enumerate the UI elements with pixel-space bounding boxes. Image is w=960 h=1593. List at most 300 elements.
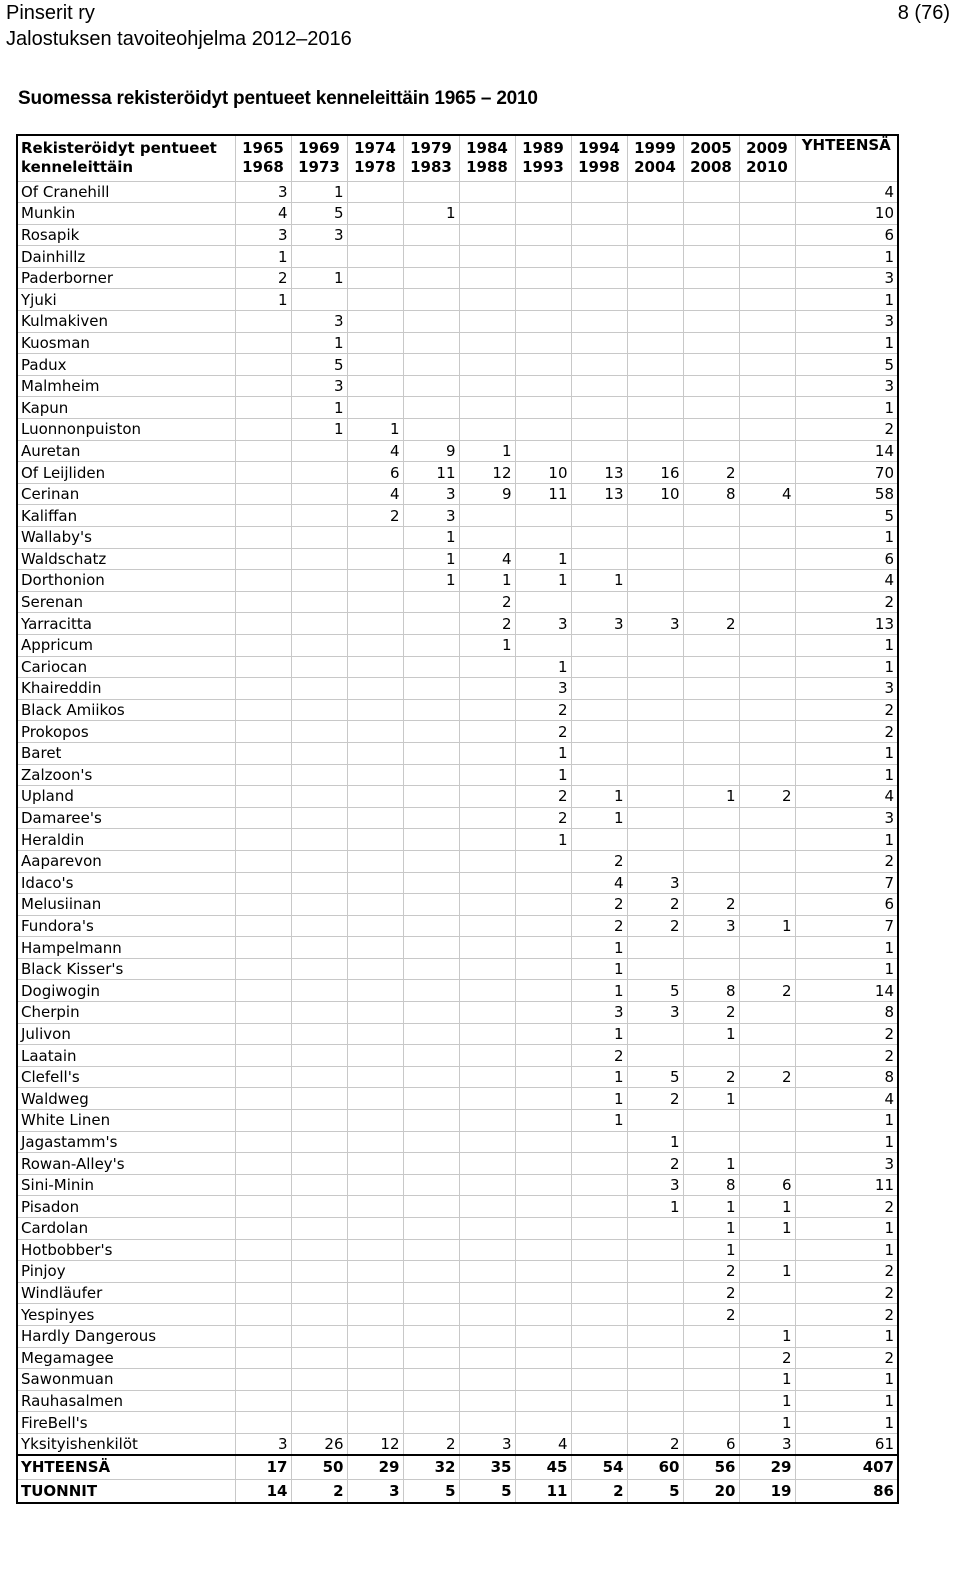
row-total-cell: 2 [795, 1261, 898, 1283]
period-column-header [291, 135, 347, 181]
litter-count-cell [683, 419, 739, 441]
litter-count-cell [347, 246, 403, 268]
table-row [17, 462, 898, 484]
litter-count-cell [347, 1390, 403, 1412]
litter-count-cell [739, 1282, 795, 1304]
litter-count-cell [515, 1347, 571, 1369]
litter-count-cell: 1 [739, 1390, 795, 1412]
litter-count-cell [627, 289, 683, 311]
litter-count-cell [403, 656, 459, 678]
litter-count-cell: 1 [571, 1110, 627, 1132]
litter-count-cell [571, 678, 627, 700]
kennel-name-cell: Yespinyes [17, 1304, 235, 1326]
kennel-name-cell: Wallaby's [17, 527, 235, 549]
row-total-cell: 13 [795, 613, 898, 635]
litter-count-cell [571, 527, 627, 549]
litter-count-cell [739, 181, 795, 203]
litter-count-cell [347, 1412, 403, 1434]
table-row [17, 1325, 898, 1347]
litter-count-cell [291, 1066, 347, 1088]
litter-count-cell [459, 1110, 515, 1132]
litter-count-cell: 1 [291, 181, 347, 203]
litter-count-cell [235, 570, 291, 592]
row-total-cell: 1 [795, 1390, 898, 1412]
kennel-name-cell: Fundora's [17, 915, 235, 937]
litter-count-cell: 3 [515, 678, 571, 700]
litter-count-cell: 5 [291, 354, 347, 376]
litter-count-cell [683, 527, 739, 549]
litter-count-cell: 8 [683, 483, 739, 505]
kennel-name-cell: TUONNIT [17, 1479, 235, 1503]
litter-count-cell [347, 850, 403, 872]
row-total-cell: 1 [795, 937, 898, 959]
table-row [17, 1218, 898, 1240]
table-row [17, 354, 898, 376]
row-total-cell: 2 [795, 1023, 898, 1045]
litter-count-cell [403, 1045, 459, 1067]
litter-count-cell [347, 915, 403, 937]
litter-count-cell [347, 958, 403, 980]
period-end-year: 1993 [522, 158, 564, 177]
litter-count-cell: 3 [459, 1433, 515, 1455]
litter-count-cell [571, 1325, 627, 1347]
litter-count-cell [571, 1282, 627, 1304]
litter-count-cell [515, 915, 571, 937]
litter-count-cell [627, 656, 683, 678]
litter-count-cell [515, 634, 571, 656]
row-total-cell: 1 [795, 1369, 898, 1391]
litter-count-cell [291, 1347, 347, 1369]
row-total-cell: 58 [795, 483, 898, 505]
litter-count-cell: 2 [627, 1153, 683, 1175]
litter-count-cell [739, 850, 795, 872]
litter-count-cell [403, 915, 459, 937]
row-total-cell: 2 [795, 1045, 898, 1067]
litter-count-cell [347, 1304, 403, 1326]
row-total-cell: 1 [795, 332, 898, 354]
litter-count-cell: 10 [627, 483, 683, 505]
litter-count-cell: 29 [739, 1455, 795, 1479]
litter-count-cell: 3 [571, 1002, 627, 1024]
period-column-header [235, 135, 291, 181]
litter-count-cell [235, 937, 291, 959]
litter-count-cell: 3 [515, 613, 571, 635]
litter-count-cell [515, 354, 571, 376]
litter-count-cell [515, 1325, 571, 1347]
litter-count-cell [459, 1304, 515, 1326]
period-start-year: 1969 [298, 139, 340, 158]
litter-count-cell [291, 1045, 347, 1067]
kennel-name-cell: Cherpin [17, 1002, 235, 1024]
row-total-cell: 3 [795, 807, 898, 829]
litter-count-cell [515, 980, 571, 1002]
litter-count-cell [515, 267, 571, 289]
row-total-cell: 3 [795, 678, 898, 700]
litter-count-cell [403, 937, 459, 959]
period-start-year: 1974 [354, 139, 396, 158]
kennel-name-cell: Yksityishenkilöt [17, 1433, 235, 1455]
litter-count-cell: 5 [627, 1066, 683, 1088]
litter-count-cell [403, 1390, 459, 1412]
litter-count-cell: 50 [291, 1455, 347, 1479]
litter-count-cell [683, 829, 739, 851]
kennel-name-cell: Yarracitta [17, 613, 235, 635]
litter-count-cell [571, 354, 627, 376]
litter-count-cell: 17 [235, 1455, 291, 1479]
litter-count-cell [291, 1304, 347, 1326]
litter-count-cell [627, 634, 683, 656]
litter-count-cell [627, 764, 683, 786]
table-row [17, 656, 898, 678]
litter-count-cell [683, 332, 739, 354]
litter-count-cell [235, 1261, 291, 1283]
litter-count-cell [403, 850, 459, 872]
table-row [17, 980, 898, 1002]
table-row [17, 1369, 898, 1391]
litter-count-cell [683, 203, 739, 225]
litter-count-cell: 2 [739, 1347, 795, 1369]
kennel-name-cell: Clefell's [17, 1066, 235, 1088]
litter-count-cell [291, 1282, 347, 1304]
litter-count-cell: 2 [627, 894, 683, 916]
litter-count-cell [515, 397, 571, 419]
litter-count-cell [347, 1066, 403, 1088]
kennel-name-cell: Malmheim [17, 375, 235, 397]
litter-count-cell: 2 [739, 1066, 795, 1088]
litter-count-cell: 3 [683, 915, 739, 937]
table-row [17, 1347, 898, 1369]
litter-count-cell [515, 1369, 571, 1391]
litter-count-cell [347, 678, 403, 700]
litter-count-cell: 3 [235, 1433, 291, 1455]
kennel-name-cell: Hampelmann [17, 937, 235, 959]
table-row [17, 634, 898, 656]
row-total-cell: 4 [795, 1088, 898, 1110]
litter-count-cell [459, 1261, 515, 1283]
litter-count-cell [235, 613, 291, 635]
period-end-year: 1983 [410, 158, 452, 177]
litter-count-cell: 2 [571, 1045, 627, 1067]
litter-count-cell [515, 181, 571, 203]
litter-count-cell [627, 1412, 683, 1434]
table-row [17, 1131, 898, 1153]
kennel-name-cell: Auretan [17, 440, 235, 462]
row-total-cell: 7 [795, 915, 898, 937]
litter-count-cell [403, 1196, 459, 1218]
table-row [17, 505, 898, 527]
kennel-name-cell: Pisadon [17, 1196, 235, 1218]
litter-count-cell [347, 527, 403, 549]
litter-count-cell [627, 548, 683, 570]
litter-count-cell [571, 829, 627, 851]
litter-count-cell: 3 [403, 505, 459, 527]
litter-count-cell [235, 915, 291, 937]
litter-count-cell: 13 [571, 483, 627, 505]
litter-count-cell [403, 699, 459, 721]
row-total-cell: 2 [795, 1347, 898, 1369]
litter-count-cell: 1 [683, 1088, 739, 1110]
litter-count-cell [627, 181, 683, 203]
litter-count-cell [347, 1282, 403, 1304]
row-total-cell: 1 [795, 829, 898, 851]
litter-count-cell [739, 203, 795, 225]
row-total-cell: 1 [795, 246, 898, 268]
litter-count-cell [291, 1261, 347, 1283]
litter-count-cell [571, 267, 627, 289]
litter-count-cell [403, 980, 459, 1002]
litter-count-cell: 1 [627, 1196, 683, 1218]
period-column-header [347, 135, 403, 181]
litter-count-cell: 6 [739, 1174, 795, 1196]
litter-count-cell [235, 699, 291, 721]
kennel-name-cell: Hotbobber's [17, 1239, 235, 1261]
litter-count-cell [515, 1131, 571, 1153]
kennel-name-cell: Kaliffan [17, 505, 235, 527]
litter-count-cell: 9 [403, 440, 459, 462]
litter-count-cell [291, 850, 347, 872]
litter-count-cell [683, 181, 739, 203]
litter-count-cell: 16 [627, 462, 683, 484]
litter-count-cell [235, 807, 291, 829]
litter-count-cell: 1 [571, 786, 627, 808]
litter-count-cell: 56 [683, 1455, 739, 1479]
litter-count-cell [403, 1002, 459, 1024]
litter-count-cell [571, 1347, 627, 1369]
table-row [17, 872, 898, 894]
litter-count-cell [627, 937, 683, 959]
litter-count-cell [291, 1002, 347, 1024]
litter-count-cell [739, 1088, 795, 1110]
litter-count-cell [515, 591, 571, 613]
litter-count-cell [347, 786, 403, 808]
litter-count-cell: 1 [515, 548, 571, 570]
litter-count-cell: 4 [459, 548, 515, 570]
period-start-year: 2005 [690, 139, 732, 158]
litter-count-cell [235, 829, 291, 851]
kennel-name-cell: Padux [17, 354, 235, 376]
kennel-name-cell: Black Amiikos [17, 699, 235, 721]
period-end-year: 1968 [242, 158, 284, 177]
litter-count-cell [627, 1325, 683, 1347]
table-row [17, 548, 898, 570]
litter-count-cell [459, 203, 515, 225]
litter-count-cell: 3 [235, 224, 291, 246]
table-row [17, 332, 898, 354]
litter-count-cell [683, 1045, 739, 1067]
litter-count-cell: 1 [515, 742, 571, 764]
litter-count-cell [683, 634, 739, 656]
litter-count-cell [739, 894, 795, 916]
litter-count-cell [403, 872, 459, 894]
litter-count-cell: 1 [459, 570, 515, 592]
litter-count-cell [459, 1023, 515, 1045]
litter-count-cell [347, 894, 403, 916]
litter-count-cell [571, 699, 627, 721]
litter-count-cell [683, 1325, 739, 1347]
litter-count-cell [459, 224, 515, 246]
litter-count-cell [347, 699, 403, 721]
kennel-litters-table [16, 134, 899, 1504]
litter-count-cell: 1 [571, 807, 627, 829]
kennel-name-cell: Baret [17, 742, 235, 764]
litter-count-cell [347, 937, 403, 959]
litter-count-cell: 9 [459, 483, 515, 505]
litter-count-cell [235, 397, 291, 419]
kennel-name-cell: Serenan [17, 591, 235, 613]
litter-count-cell [739, 224, 795, 246]
litter-count-cell [515, 1174, 571, 1196]
litter-count-cell [739, 246, 795, 268]
litter-count-cell [235, 505, 291, 527]
period-start-year: 1984 [466, 139, 508, 158]
row-total-cell: 1 [795, 764, 898, 786]
row-total-cell: 4 [795, 786, 898, 808]
litter-count-cell [291, 289, 347, 311]
litter-count-cell: 3 [291, 375, 347, 397]
table-row [17, 721, 898, 743]
litter-count-cell [235, 764, 291, 786]
litter-count-cell: 5 [627, 1479, 683, 1503]
litter-count-cell [739, 462, 795, 484]
kennel-name-cell: Megamagee [17, 1347, 235, 1369]
period-end-year: 1973 [298, 158, 340, 177]
table-row [17, 937, 898, 959]
litter-count-cell [235, 548, 291, 570]
litter-count-cell [683, 1347, 739, 1369]
row-total-cell: 70 [795, 462, 898, 484]
litter-count-cell [627, 397, 683, 419]
litter-count-cell [571, 1131, 627, 1153]
litter-count-cell [403, 1282, 459, 1304]
litter-count-cell [683, 1412, 739, 1434]
table-row [17, 1412, 898, 1434]
litter-count-cell [571, 1218, 627, 1240]
litter-count-cell: 2 [627, 1088, 683, 1110]
litter-count-cell [459, 246, 515, 268]
kennel-name-cell: Cardolan [17, 1218, 235, 1240]
litter-count-cell: 1 [683, 1196, 739, 1218]
litter-count-cell [347, 289, 403, 311]
litter-count-cell: 1 [403, 570, 459, 592]
litter-count-cell [235, 1174, 291, 1196]
litter-count-cell: 2 [347, 505, 403, 527]
litter-count-cell [739, 267, 795, 289]
litter-count-cell [235, 527, 291, 549]
period-column-header [627, 135, 683, 181]
litter-count-cell [683, 1369, 739, 1391]
litter-count-cell [627, 1110, 683, 1132]
litter-count-cell [347, 656, 403, 678]
litter-count-cell [291, 483, 347, 505]
litter-count-cell: 1 [683, 1023, 739, 1045]
litter-count-cell [459, 1390, 515, 1412]
litter-count-cell [571, 591, 627, 613]
litter-count-cell: 3 [627, 872, 683, 894]
row-total-cell: 5 [795, 354, 898, 376]
table-row [17, 678, 898, 700]
litter-count-cell [571, 224, 627, 246]
table-row [17, 289, 898, 311]
row-total-cell: 5 [795, 505, 898, 527]
litter-count-cell [235, 1304, 291, 1326]
kennel-name-cell: Laatain [17, 1045, 235, 1067]
litter-count-cell: 1 [515, 570, 571, 592]
kennel-name-cell: Hardly Dangerous [17, 1325, 235, 1347]
litter-count-cell [235, 354, 291, 376]
litter-count-cell [739, 375, 795, 397]
page-number: 8 (76) [897, 2, 950, 24]
kennel-name-cell: Paderborner [17, 267, 235, 289]
litter-count-cell [627, 699, 683, 721]
kennel-name-cell: Munkin [17, 203, 235, 225]
litter-count-cell [683, 742, 739, 764]
litter-count-cell: 3 [235, 181, 291, 203]
litter-count-cell [627, 1369, 683, 1391]
litter-count-cell [403, 786, 459, 808]
litter-count-cell [291, 1218, 347, 1240]
litter-count-cell [347, 203, 403, 225]
kennel-name-cell: FireBell's [17, 1412, 235, 1434]
litter-count-cell [291, 1023, 347, 1045]
litter-count-cell [459, 721, 515, 743]
litter-count-cell [739, 332, 795, 354]
litter-count-cell [347, 1045, 403, 1067]
period-start-year: 1979 [410, 139, 452, 158]
kennel-name-cell: Kapun [17, 397, 235, 419]
table-row [17, 1153, 898, 1175]
litter-count-cell [739, 1239, 795, 1261]
litter-count-cell: 1 [403, 548, 459, 570]
row-total-cell: 14 [795, 980, 898, 1002]
litter-count-cell: 3 [627, 1174, 683, 1196]
period-start-year: 1999 [634, 139, 676, 158]
litter-count-cell [235, 656, 291, 678]
litter-count-cell [515, 505, 571, 527]
litter-count-cell: 4 [515, 1433, 571, 1455]
kennel-name-cell: Waldweg [17, 1088, 235, 1110]
litter-count-cell [403, 764, 459, 786]
litter-count-cell [515, 375, 571, 397]
row-total-cell: 3 [795, 267, 898, 289]
kennel-name-cell: Of Leijliden [17, 462, 235, 484]
period-end-year: 2004 [634, 158, 676, 177]
period-column-header [459, 135, 515, 181]
litter-count-cell: 2 [683, 1261, 739, 1283]
litter-count-cell [571, 1174, 627, 1196]
table-header-row [17, 135, 898, 181]
litter-count-cell [291, 1153, 347, 1175]
kennel-name-cell: Aaparevon [17, 850, 235, 872]
table-row [17, 483, 898, 505]
litter-count-cell: 2 [683, 1282, 739, 1304]
litter-count-cell [403, 224, 459, 246]
row-total-cell: 1 [795, 1412, 898, 1434]
litter-count-cell [571, 742, 627, 764]
litter-count-cell [683, 656, 739, 678]
litter-count-cell: 2 [403, 1433, 459, 1455]
litter-count-cell [515, 1239, 571, 1261]
litter-count-cell [235, 634, 291, 656]
litter-count-cell [347, 1239, 403, 1261]
kennel-name-cell: Melusiinan [17, 894, 235, 916]
litter-count-cell: 1 [571, 980, 627, 1002]
table-row [17, 591, 898, 613]
litter-count-cell [291, 1390, 347, 1412]
litter-count-cell [459, 1045, 515, 1067]
litter-count-cell [347, 1002, 403, 1024]
litter-count-cell [347, 548, 403, 570]
period-start-year: 2009 [746, 139, 788, 158]
